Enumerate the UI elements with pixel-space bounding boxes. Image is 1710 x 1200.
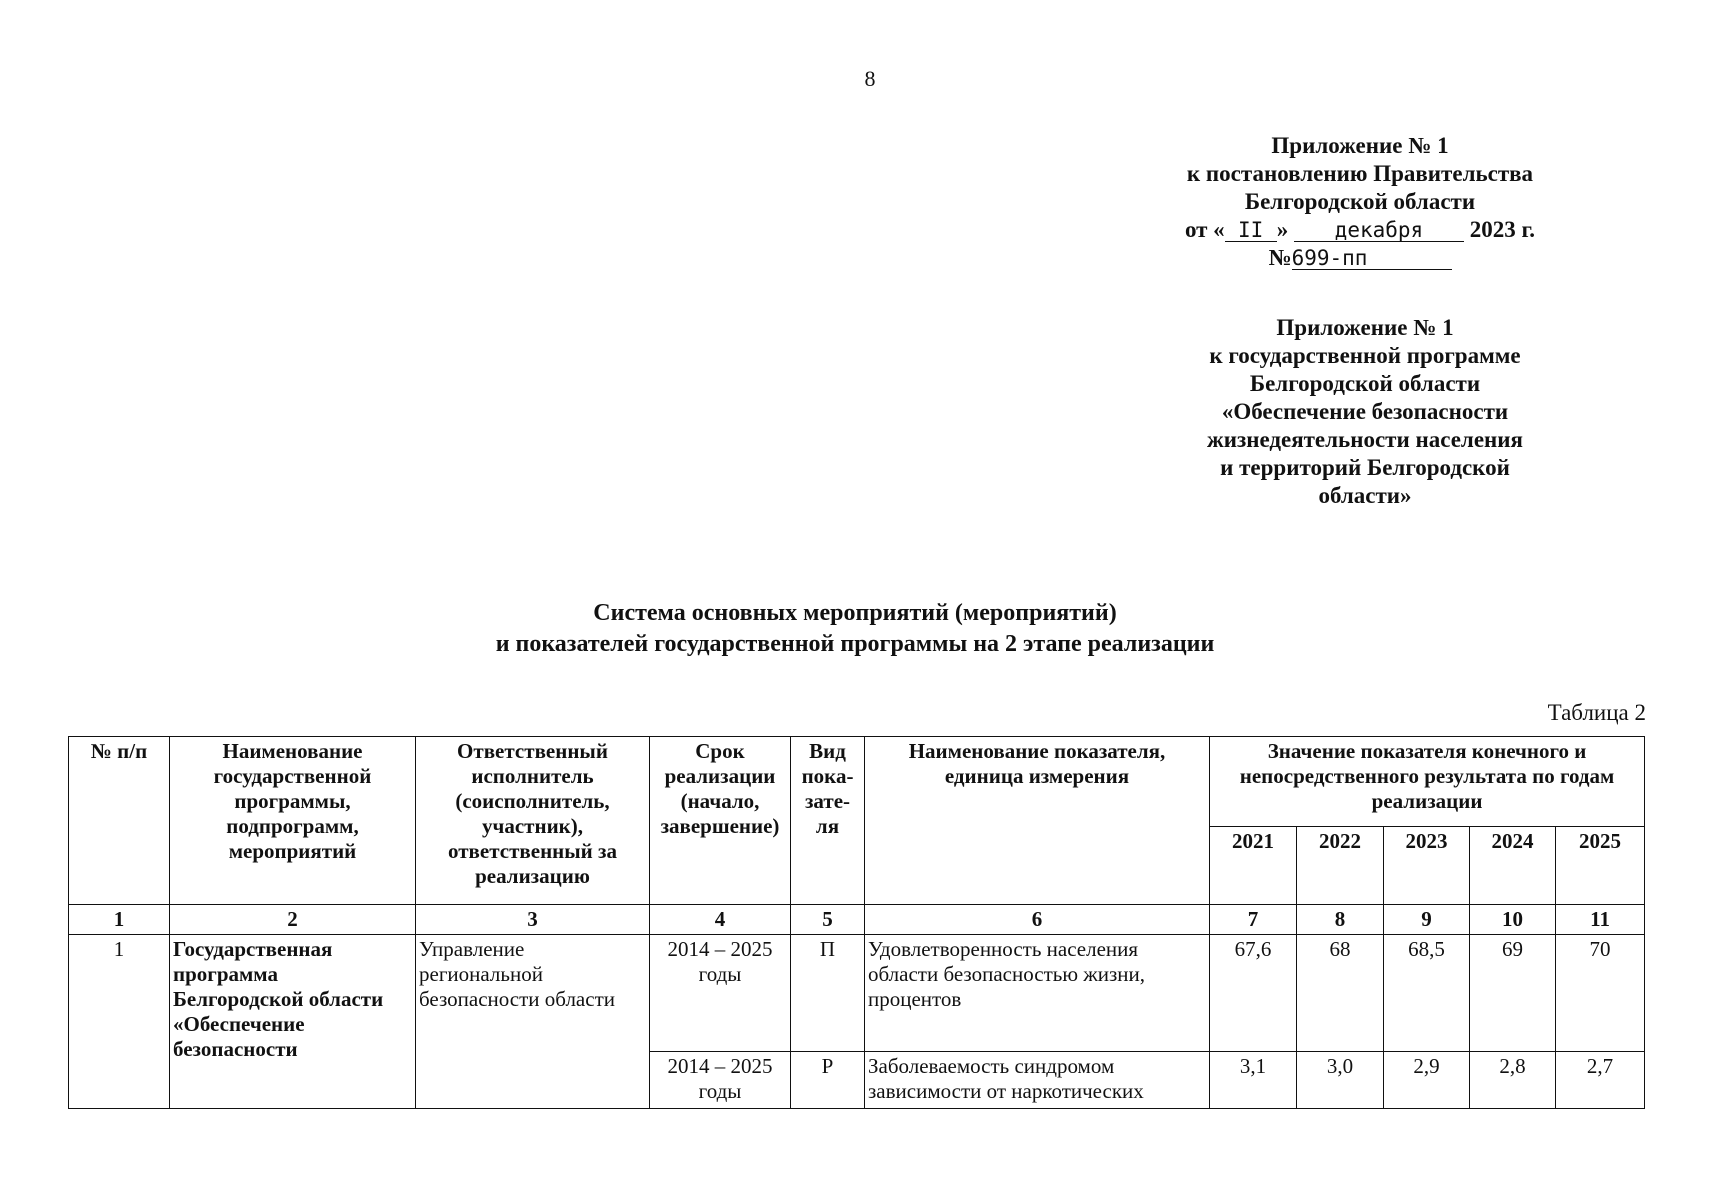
header-row — [69, 737, 1645, 827]
row-value: 68 — [1297, 935, 1384, 1052]
resolution-date-line — [1140, 216, 1580, 244]
row-indicator-type: П — [791, 935, 865, 1052]
appendix-program-line: Белгородской области — [1249, 371, 1481, 396]
appendix-program-line: области» — [1318, 483, 1412, 508]
row-indicator-name: Заболеваемость синдромом зависимости от наркотических — [865, 1052, 1210, 1109]
column-number: 8 — [1297, 905, 1384, 935]
number-value: 699-пп — [1292, 247, 1452, 270]
header-year: 2022 — [1297, 827, 1384, 905]
row-value: 69 — [1470, 935, 1556, 1052]
resolution-number-line — [1140, 244, 1580, 272]
row-period: 2014 – 2025 годы — [650, 1052, 791, 1109]
column-number: 10 — [1470, 905, 1556, 935]
appendix-program-line: к государственной программе — [1209, 343, 1521, 368]
appendix-program-title: Приложение № 1 — [1276, 315, 1454, 340]
column-number: 11 — [1556, 905, 1645, 935]
appendix-program-line: и территорий Белгородской — [1220, 455, 1510, 480]
appendix-resolution-line2: Белгородской области — [1244, 189, 1476, 214]
number-prefix: № — [1268, 245, 1292, 270]
column-number: 9 — [1384, 905, 1470, 935]
table-caption: Таблица 2 — [1547, 700, 1646, 725]
document-title-line2: и показателей государственной программы на 2 этапе реализации — [495, 631, 1215, 657]
column-number: 2 — [170, 905, 416, 935]
header-executor: Ответственный исполнитель (соисполнитель, участник), ответственный за реализацию — [416, 737, 650, 905]
header-name: Наименование государственной программы, подпрограмм, мероприятий — [170, 737, 416, 905]
row-indicator-type: Р — [791, 1052, 865, 1109]
header-year: 2025 — [1556, 827, 1645, 905]
header-num: № п/п — [69, 737, 170, 905]
header-values-group: Значение показателя конечного и непосредственного результата по годам реализации — [1210, 737, 1645, 827]
appendix-resolution-title: Приложение № 1 — [1271, 133, 1449, 158]
appendix-resolution-line1: к постановлению Правительства — [1186, 161, 1534, 186]
row-period: 2014 – 2025 годы — [650, 935, 791, 1052]
column-number: 7 — [1210, 905, 1297, 935]
date-year: 2023 г. — [1469, 217, 1536, 242]
row-value: 2,7 — [1556, 1052, 1645, 1109]
appendix-program-line: жизнедеятельности населения — [1207, 427, 1523, 452]
row-value: 67,6 — [1210, 935, 1297, 1052]
header-period: Срок реализации (начало, завершение) — [650, 737, 791, 905]
row-value: 2,9 — [1384, 1052, 1470, 1109]
indicators-table — [68, 736, 1645, 1109]
column-number: 3 — [416, 905, 650, 935]
date-prefix: от « — [1184, 217, 1225, 242]
appendix-resolution-block — [1140, 132, 1580, 272]
column-numbers-row — [69, 905, 1645, 935]
date-day: II — [1225, 219, 1277, 242]
row-indicator-name: Удовлетворенность населения области безопасностью жизни, процентов — [865, 935, 1210, 1052]
header-year: 2023 — [1384, 827, 1470, 905]
appendix-program-block — [1155, 314, 1575, 510]
appendix-program-line: «Обеспечение безопасности — [1221, 399, 1509, 424]
column-number: 4 — [650, 905, 791, 935]
row-value: 3,0 — [1297, 1052, 1384, 1109]
header-year: 2021 — [1210, 827, 1297, 905]
date-month: декабря — [1294, 219, 1464, 242]
row-program-name: Государственная программа Белгородской области «Обеспечение безопасности — [170, 935, 416, 1109]
header-indicator: Наименование показателя, единица измерения — [865, 737, 1210, 905]
header-year: 2024 — [1470, 827, 1556, 905]
column-number: 1 — [69, 905, 170, 935]
row-value: 2,8 — [1470, 1052, 1556, 1109]
document-title — [380, 598, 1330, 660]
header-type: Вид пока-зате-ля — [791, 737, 865, 905]
date-mid: » — [1276, 217, 1289, 242]
document-title-line1: Система основных мероприятий (мероприятий) — [593, 600, 1117, 626]
page-number: 8 — [864, 66, 876, 91]
row-value: 70 — [1556, 935, 1645, 1052]
row-num: 1 — [69, 935, 170, 1109]
row-executor: Управление региональной безопасности области — [416, 935, 650, 1109]
row-value: 3,1 — [1210, 1052, 1297, 1109]
table-row — [69, 935, 1645, 1052]
column-number: 6 — [865, 905, 1210, 935]
column-number: 5 — [791, 905, 865, 935]
row-value: 68,5 — [1384, 935, 1470, 1052]
